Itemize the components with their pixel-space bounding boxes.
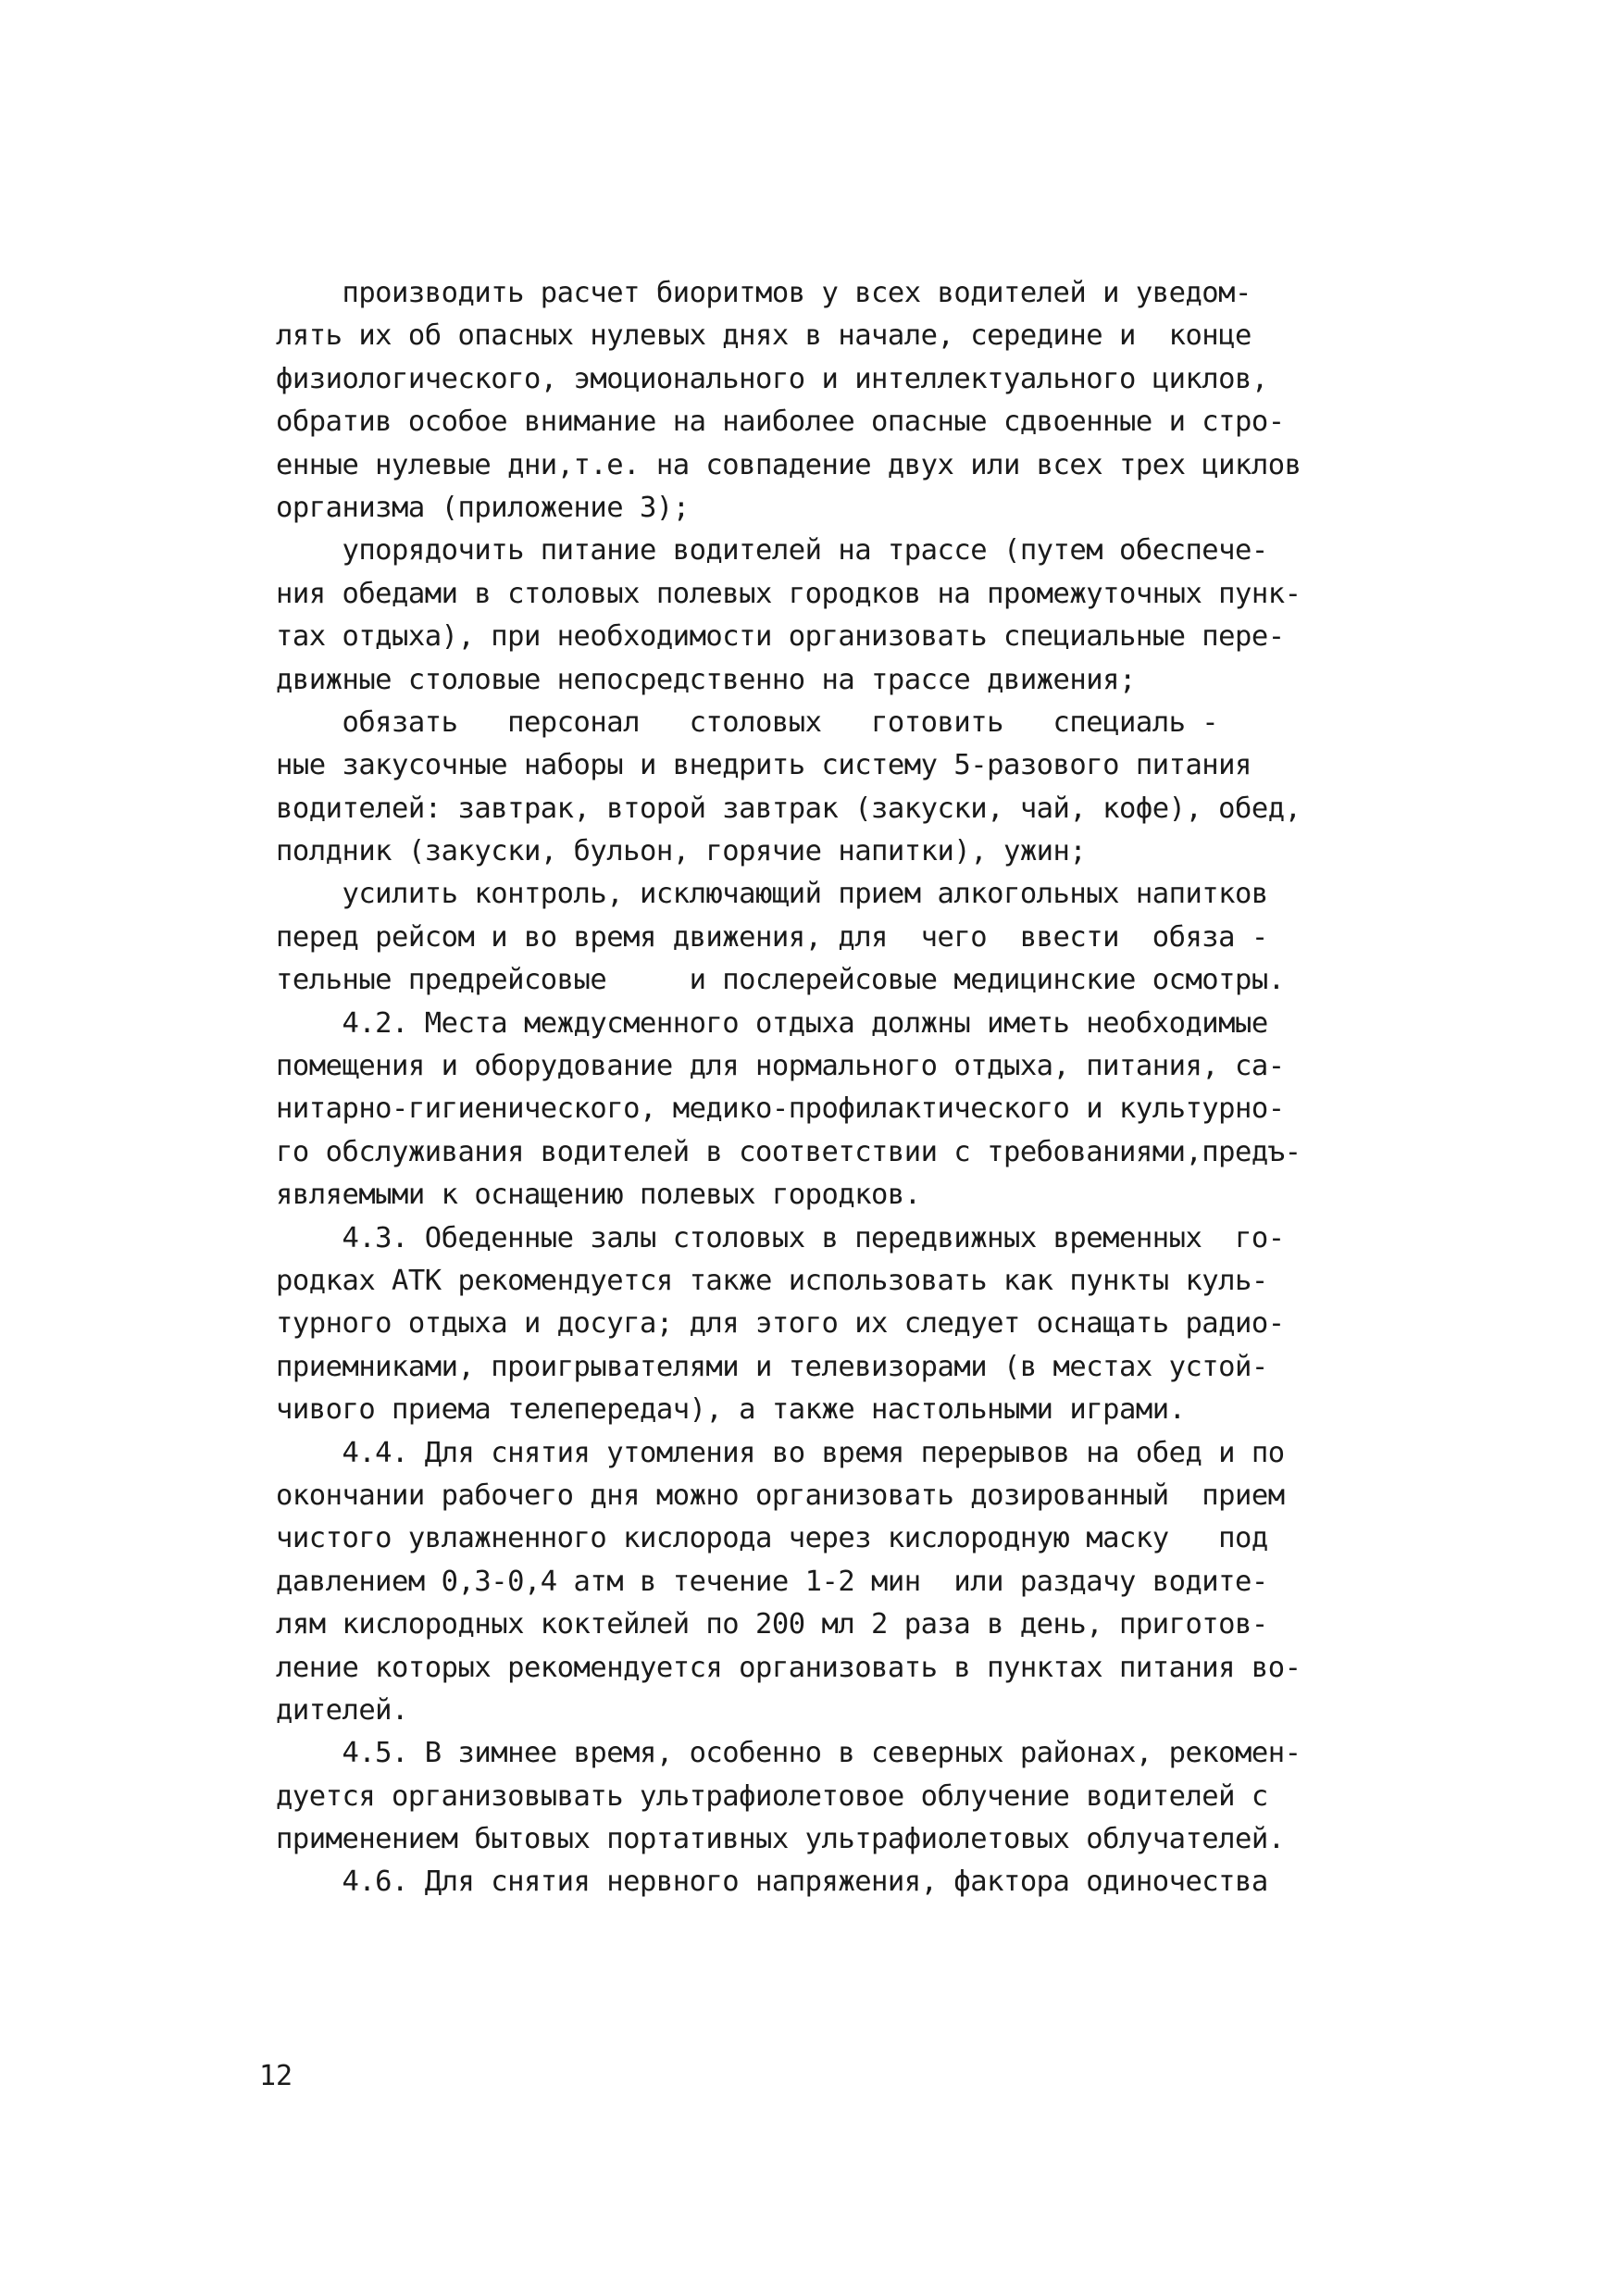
text-line: чистого увлажненного кислорода через кислородную маску под [276, 1522, 1268, 1555]
text-line: помещения и оборудование для нормального отдыха, питания, са- [276, 1050, 1285, 1083]
text-line: применением бытовых портативных ультрафиолетовых облучателей. [276, 1823, 1285, 1856]
page-number: 12 [259, 2060, 293, 2092]
text-line: обязать персонал столовых готовить специаль - [276, 705, 1219, 739]
text-line: ния обедами в столовых полевых городков на промежуточных пунк- [276, 577, 1301, 610]
text-line: енные нулевые дни,т.е. на совпадение двух или всех трех циклов [276, 448, 1301, 481]
text-line: 4.6. Для снятия нервного напряжения, фактора одиночества [276, 1866, 1268, 1899]
text-line: давлением 0,3-0,4 атм в течение 1-2 мин или раздачу водите- [276, 1565, 1268, 1598]
text-line: полдник (закуски, бульон, горячие напитки), ужин; [276, 835, 1087, 868]
text-line: тах отдыха), при необходимости организовать специальные пере- [276, 620, 1285, 654]
text-line: лям кислородных коктейлей по 200 мл 2 раза в день, приготов- [276, 1608, 1268, 1641]
text-line: 4.2. Места междусменного отдыха должны иметь необходимые [276, 1006, 1268, 1040]
text-line: 4.5. В зимнее время, особенно в северных районах, рекомен- [276, 1737, 1301, 1770]
text-line: 4.4. Для снятия утомления во время перерывов на обед и по [276, 1436, 1285, 1469]
text-line: тельные предрейсовые и послерейсовые медицинские осмотры. [276, 964, 1285, 997]
text-line: перед рейсом и во время движения, для чего ввести обяза - [276, 920, 1268, 954]
text-line: окончании рабочего дня можно организовать дозированный прием [276, 1479, 1285, 1512]
text-line: чивого приема телепередач), а также настольными играми. [276, 1393, 1186, 1427]
text-line: ные закусочные наборы и внедрить систему 5-разового питания [276, 749, 1252, 782]
text-line: являемыми к оснащению полевых городков. [276, 1179, 921, 1212]
text-line: производить расчет биоритмов у всех водителей и уведом- [276, 277, 1252, 309]
text-line: 4.3. Обеденные залы столовых в передвижных временных го- [276, 1221, 1285, 1254]
text-line: ление которых рекомендуется организовать в пунктах питания во- [276, 1651, 1301, 1684]
text-line: родках АТК рекомендуется также использовать как пункты куль- [276, 1264, 1268, 1297]
text-line: обратив особое внимание на наиболее опасные сдвоенные и стро- [276, 406, 1285, 439]
text-line: движные столовые непосредственно на трассе движения; [276, 663, 1136, 696]
text-line: усилить контроль, исключающий прием алкогольных напитков [276, 878, 1268, 911]
text-line: упорядочить питание водителей на трассе (путем обеспече- [276, 534, 1268, 568]
text-line: дуется организовывать ультрафиолетовое облучение водителей с [276, 1779, 1268, 1813]
text-line: физиологического, эмоционального и интеллектуального циклов, [276, 362, 1268, 395]
body-text [276, 272, 1391, 1904]
text-line: турного отдыха и досуга; для этого их следует оснащать радио- [276, 1307, 1285, 1341]
text-line: лять их об опасных нулевых днях в начале, середине и конце [276, 319, 1252, 353]
text-line: нитарно-гигиенического, медико-профилактического и культурно- [276, 1092, 1285, 1126]
text-line: го обслуживания водителей в соответствии с требованиями,предъ- [276, 1135, 1301, 1168]
text-line: водителей: завтрак, второй завтрак (закуски, чай, кофе), обед, [276, 792, 1301, 825]
text-line: приемниками, проигрывателями и телевизорами (в местах устой- [276, 1350, 1268, 1383]
text-line: дителей. [276, 1693, 408, 1727]
text-line: организма (приложение 3); [276, 491, 690, 524]
